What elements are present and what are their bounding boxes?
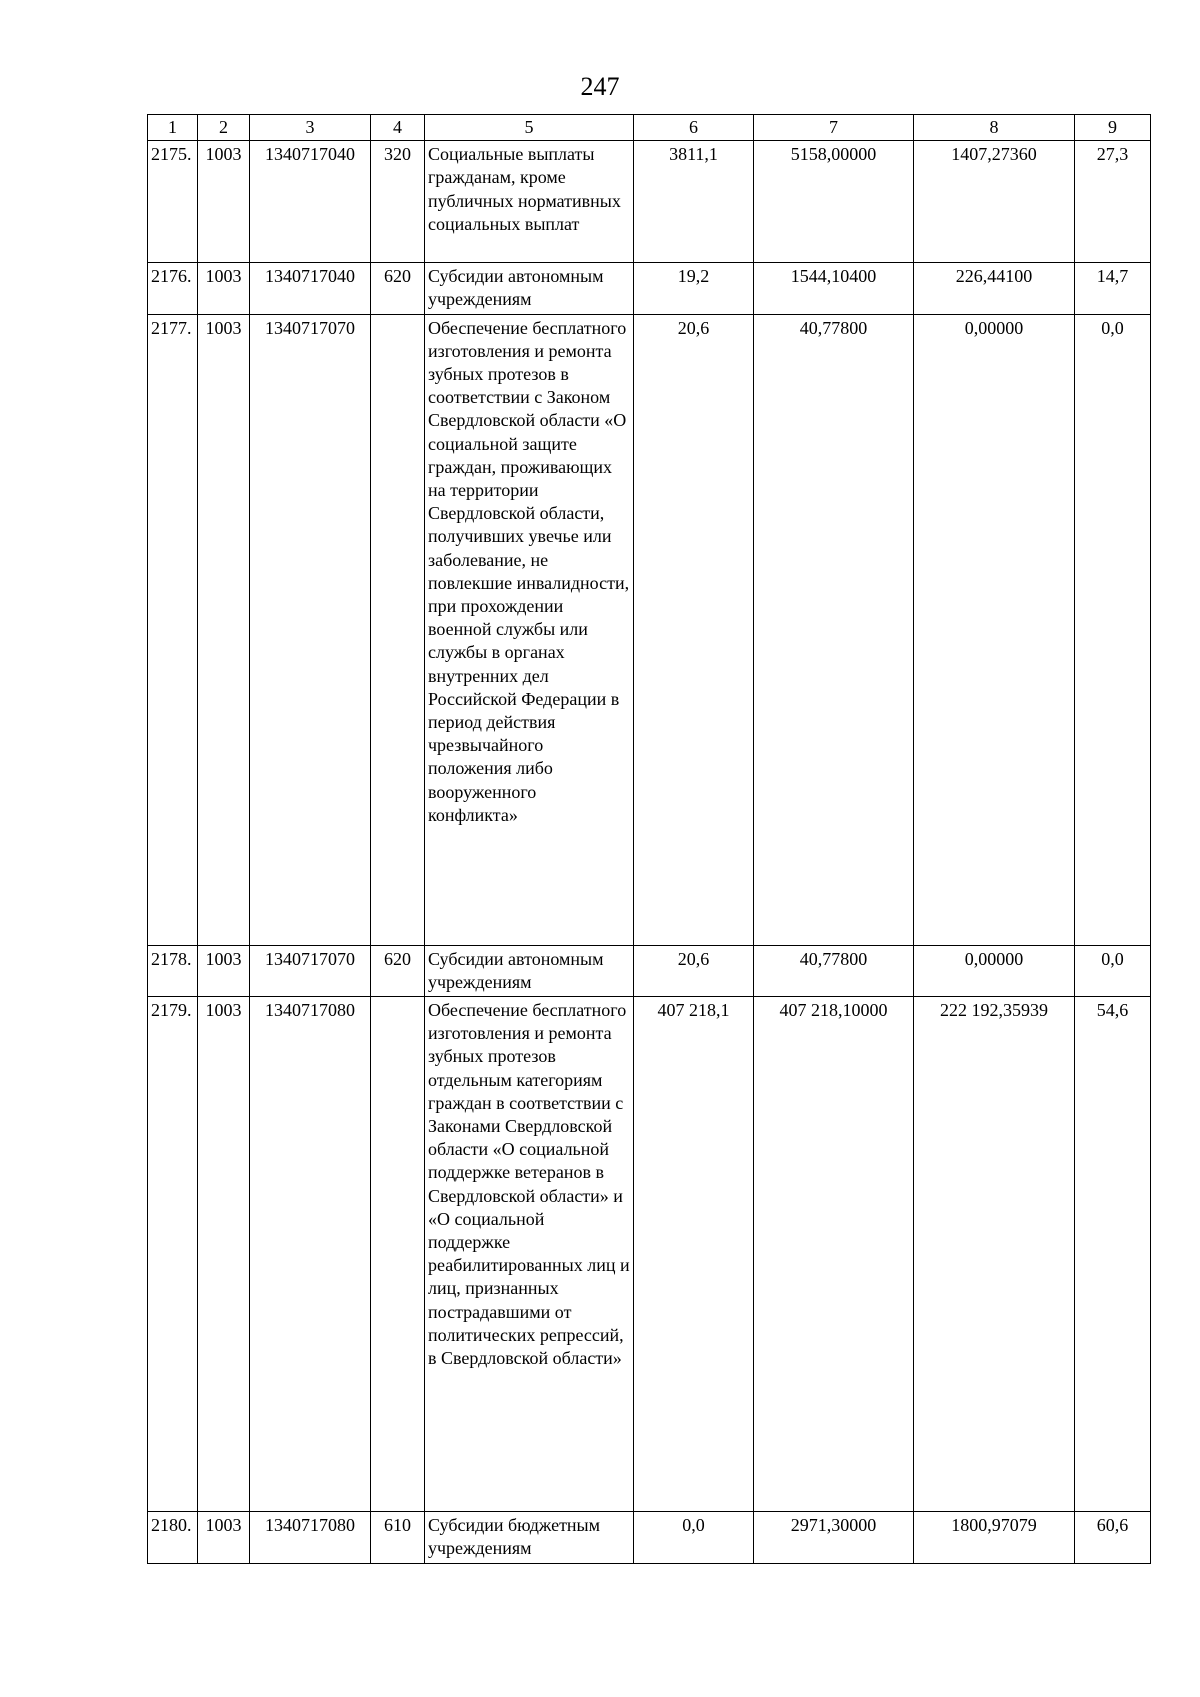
value-col7: 5158,00000	[754, 141, 914, 263]
column-header: 2	[198, 115, 250, 141]
target-article-code: 1340717040	[250, 263, 371, 314]
column-header: 8	[914, 115, 1075, 141]
value-col6: 20,6	[634, 945, 754, 996]
value-col7: 2971,30000	[754, 1512, 914, 1564]
column-header: 7	[754, 115, 914, 141]
row-number: 2176.	[148, 263, 198, 314]
table-row	[148, 997, 1151, 1512]
value-col8: 1800,97079	[914, 1512, 1075, 1564]
value-col8: 1407,27360	[914, 141, 1075, 263]
value-col6: 20,6	[634, 314, 754, 945]
row-number: 2175.	[148, 141, 198, 263]
column-header: 5	[425, 115, 634, 141]
value-col6: 3811,1	[634, 141, 754, 263]
value-col7: 40,77800	[754, 314, 914, 945]
value-col9: 0,0	[1075, 314, 1151, 945]
table-row	[148, 314, 1151, 945]
table-row	[148, 945, 1151, 996]
value-col8: 222 192,35939	[914, 997, 1075, 1512]
expense-kind-code: 610	[371, 1512, 425, 1564]
table-row	[148, 263, 1151, 314]
target-article-code: 1340717070	[250, 945, 371, 996]
item-name: Обеспечение бесплатного изготовления и ремонта зубных протезов отдельным категориям граждан в соответствии с Законами Свердловской области «О социальной поддержке ветеранов в Свердловской области» и «О социальной поддержке реабилитированных лиц и лиц, признанных пострадавшими от политических репрессий, в Свердловской области»	[425, 997, 634, 1512]
target-article-code: 1340717080	[250, 997, 371, 1512]
value-col7: 1544,10400	[754, 263, 914, 314]
value-col9: 14,7	[1075, 263, 1151, 314]
expense-kind-code: 320	[371, 141, 425, 263]
value-col8: 226,44100	[914, 263, 1075, 314]
expense-kind-code: 620	[371, 945, 425, 996]
row-number: 2179.	[148, 997, 198, 1512]
item-name: Субсидии автономным учреждениям	[425, 945, 634, 996]
expense-kind-code: 620	[371, 263, 425, 314]
section-code: 1003	[198, 314, 250, 945]
row-number: 2177.	[148, 314, 198, 945]
target-article-code: 1340717070	[250, 314, 371, 945]
expense-kind-code	[371, 314, 425, 945]
value-col7: 407 218,10000	[754, 997, 914, 1512]
value-col9: 54,6	[1075, 997, 1151, 1512]
budget-table	[147, 114, 1151, 1564]
expense-kind-code	[371, 997, 425, 1512]
target-article-code: 1340717040	[250, 141, 371, 263]
value-col9: 0,0	[1075, 945, 1151, 996]
value-col7: 40,77800	[754, 945, 914, 996]
table-row	[148, 141, 1151, 263]
item-name: Субсидии автономным учреждениям	[425, 263, 634, 314]
header-row	[148, 115, 1151, 141]
value-col6: 0,0	[634, 1512, 754, 1564]
column-header: 1	[148, 115, 198, 141]
column-header: 3	[250, 115, 371, 141]
value-col8: 0,00000	[914, 945, 1075, 996]
section-code: 1003	[198, 945, 250, 996]
table-row	[148, 1512, 1151, 1564]
value-col9: 27,3	[1075, 141, 1151, 263]
section-code: 1003	[198, 263, 250, 314]
section-code: 1003	[198, 141, 250, 263]
value-col9: 60,6	[1075, 1512, 1151, 1564]
page-number: 247	[580, 72, 620, 101]
value-col8: 0,00000	[914, 314, 1075, 945]
column-header: 9	[1075, 115, 1151, 141]
target-article-code: 1340717080	[250, 1512, 371, 1564]
section-code: 1003	[198, 997, 250, 1512]
value-col6: 19,2	[634, 263, 754, 314]
column-header: 6	[634, 115, 754, 141]
row-number: 2180.	[148, 1512, 198, 1564]
section-code: 1003	[198, 1512, 250, 1564]
item-name: Обеспечение бесплатного изготовления и ремонта зубных протезов в соответствии с Законом Свердловской области «О социальной защите граждан, проживающих на территории Свердловской области, получивших увечье или заболевание, не повлекшие инвалидности, при прохождении военной службы или службы в органах внутренних дел Российской Федерации в период действия чрезвычайного положения либо вооруженного конфликта»	[425, 314, 634, 945]
column-header: 4	[371, 115, 425, 141]
item-name: Субсидии бюджетным учреждениям	[425, 1512, 634, 1564]
item-name: Социальные выплаты гражданам, кроме публичных нормативных социальных выплат	[425, 141, 634, 263]
value-col6: 407 218,1	[634, 997, 754, 1512]
row-number: 2178.	[148, 945, 198, 996]
